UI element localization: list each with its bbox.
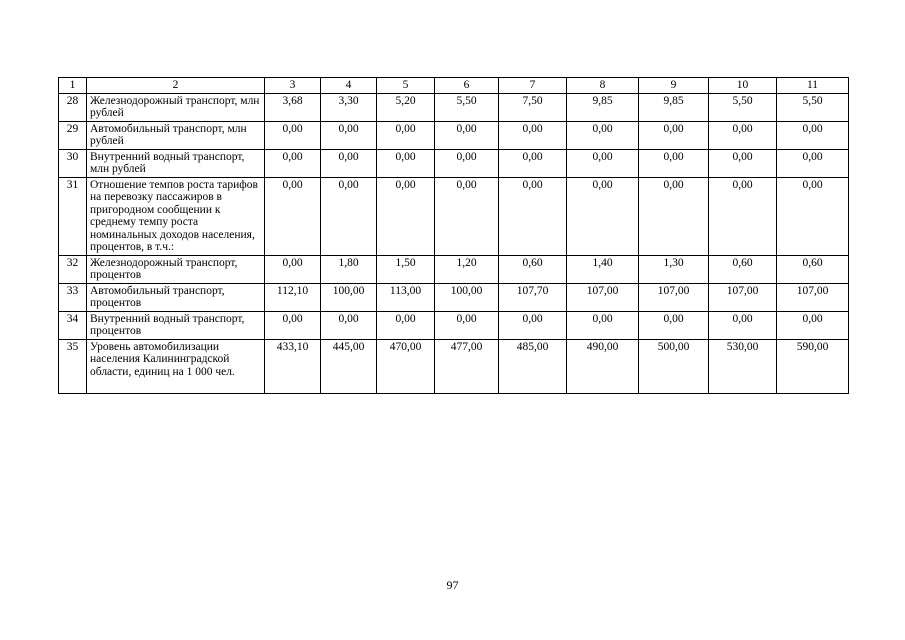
table-row — [59, 177, 849, 255]
row-value: 5,20 — [377, 93, 435, 121]
row-number: 34 — [59, 311, 87, 339]
row-value: 5,50 — [709, 93, 777, 121]
row-label: Железнодорожный транспорт, млн рублей — [87, 93, 265, 121]
row-value: 0,00 — [377, 177, 435, 255]
row-value: 0,00 — [321, 177, 377, 255]
row-value: 0,00 — [377, 149, 435, 177]
header-cell: 2 — [87, 78, 265, 94]
row-value: 470,00 — [377, 339, 435, 393]
row-value: 0,00 — [377, 121, 435, 149]
row-number: 31 — [59, 177, 87, 255]
row-value: 7,50 — [499, 93, 567, 121]
row-value: 0,00 — [321, 311, 377, 339]
row-value: 500,00 — [639, 339, 709, 393]
row-value: 1,30 — [639, 255, 709, 283]
row-value: 0,00 — [321, 149, 377, 177]
table-row — [59, 149, 849, 177]
row-label: Железнодорожный транспорт, процентов — [87, 255, 265, 283]
row-value: 100,00 — [321, 283, 377, 311]
row-value: 0,00 — [709, 177, 777, 255]
row-value: 0,00 — [709, 311, 777, 339]
row-value: 107,00 — [567, 283, 639, 311]
row-value: 3,68 — [265, 93, 321, 121]
row-value: 107,00 — [709, 283, 777, 311]
row-value: 433,10 — [265, 339, 321, 393]
row-label: Внутренний водный транспорт, процентов — [87, 311, 265, 339]
row-value: 530,00 — [709, 339, 777, 393]
row-value: 0,00 — [265, 311, 321, 339]
row-value: 0,00 — [435, 149, 499, 177]
row-value: 0,00 — [777, 311, 849, 339]
row-value: 0,00 — [567, 149, 639, 177]
row-value: 1,20 — [435, 255, 499, 283]
table-header-row — [59, 78, 849, 94]
row-value: 0,00 — [265, 255, 321, 283]
page-number: 97 — [446, 578, 459, 592]
row-value: 0,00 — [499, 149, 567, 177]
row-value: 5,50 — [435, 93, 499, 121]
row-label: Внутренний водный транспорт, млн рублей — [87, 149, 265, 177]
header-cell: 3 — [265, 78, 321, 94]
row-label: Автомобильный транспорт, процентов — [87, 283, 265, 311]
row-number: 33 — [59, 283, 87, 311]
row-value: 0,00 — [265, 149, 321, 177]
row-number: 32 — [59, 255, 87, 283]
row-value: 5,50 — [777, 93, 849, 121]
row-value: 485,00 — [499, 339, 567, 393]
row-value: 0,00 — [709, 149, 777, 177]
table-row — [59, 255, 849, 283]
row-number: 35 — [59, 339, 87, 393]
row-value: 0,00 — [567, 121, 639, 149]
table-row — [59, 93, 849, 121]
row-value: 1,80 — [321, 255, 377, 283]
header-cell: 8 — [567, 78, 639, 94]
row-value: 0,00 — [265, 177, 321, 255]
row-value: 0,00 — [639, 311, 709, 339]
header-cell: 7 — [499, 78, 567, 94]
row-value: 0,00 — [777, 121, 849, 149]
row-value: 0,60 — [777, 255, 849, 283]
row-value: 0,00 — [377, 311, 435, 339]
row-value: 100,00 — [435, 283, 499, 311]
table-row — [59, 311, 849, 339]
header-cell: 4 — [321, 78, 377, 94]
row-number: 29 — [59, 121, 87, 149]
row-value: 0,00 — [639, 177, 709, 255]
table-row — [59, 339, 849, 393]
row-value: 113,00 — [377, 283, 435, 311]
row-value: 9,85 — [639, 93, 709, 121]
row-value: 0,00 — [639, 149, 709, 177]
row-value: 590,00 — [777, 339, 849, 393]
row-value: 477,00 — [435, 339, 499, 393]
row-value: 1,50 — [377, 255, 435, 283]
row-value: 107,00 — [639, 283, 709, 311]
row-value: 0,00 — [777, 177, 849, 255]
data-table — [58, 77, 849, 394]
row-value: 0,60 — [499, 255, 567, 283]
table-row — [59, 121, 849, 149]
row-value: 3,30 — [321, 93, 377, 121]
row-value: 0,00 — [499, 311, 567, 339]
row-label: Отношение темпов роста тарифов на перевозку пассажиров в пригородном сообщении к среднему темпу роста номинальных доходов населения, процентов, в т.ч.: — [87, 177, 265, 255]
row-value: 0,00 — [639, 121, 709, 149]
header-cell: 5 — [377, 78, 435, 94]
row-value: 0,00 — [499, 121, 567, 149]
header-cell: 11 — [777, 78, 849, 94]
row-value: 0,60 — [709, 255, 777, 283]
header-cell: 6 — [435, 78, 499, 94]
row-label: Автомобильный транспорт, млн рублей — [87, 121, 265, 149]
row-value: 0,00 — [265, 121, 321, 149]
row-value: 0,00 — [567, 177, 639, 255]
row-number: 30 — [59, 149, 87, 177]
row-value: 0,00 — [777, 149, 849, 177]
row-value: 0,00 — [499, 177, 567, 255]
row-value: 0,00 — [321, 121, 377, 149]
header-cell: 9 — [639, 78, 709, 94]
row-value: 107,70 — [499, 283, 567, 311]
table-row — [59, 283, 849, 311]
header-cell: 10 — [709, 78, 777, 94]
row-value: 0,00 — [435, 121, 499, 149]
row-value: 0,00 — [567, 311, 639, 339]
row-value: 9,85 — [567, 93, 639, 121]
row-value: 0,00 — [435, 177, 499, 255]
row-value: 107,00 — [777, 283, 849, 311]
row-number: 28 — [59, 93, 87, 121]
row-value: 1,40 — [567, 255, 639, 283]
row-value: 0,00 — [435, 311, 499, 339]
row-value: 112,10 — [265, 283, 321, 311]
header-cell: 1 — [59, 78, 87, 94]
row-value: 0,00 — [709, 121, 777, 149]
row-label: Уровень автомобилизации населения Калининградской области, единиц на 1 000 чел. — [87, 339, 265, 393]
row-value: 490,00 — [567, 339, 639, 393]
row-value: 445,00 — [321, 339, 377, 393]
